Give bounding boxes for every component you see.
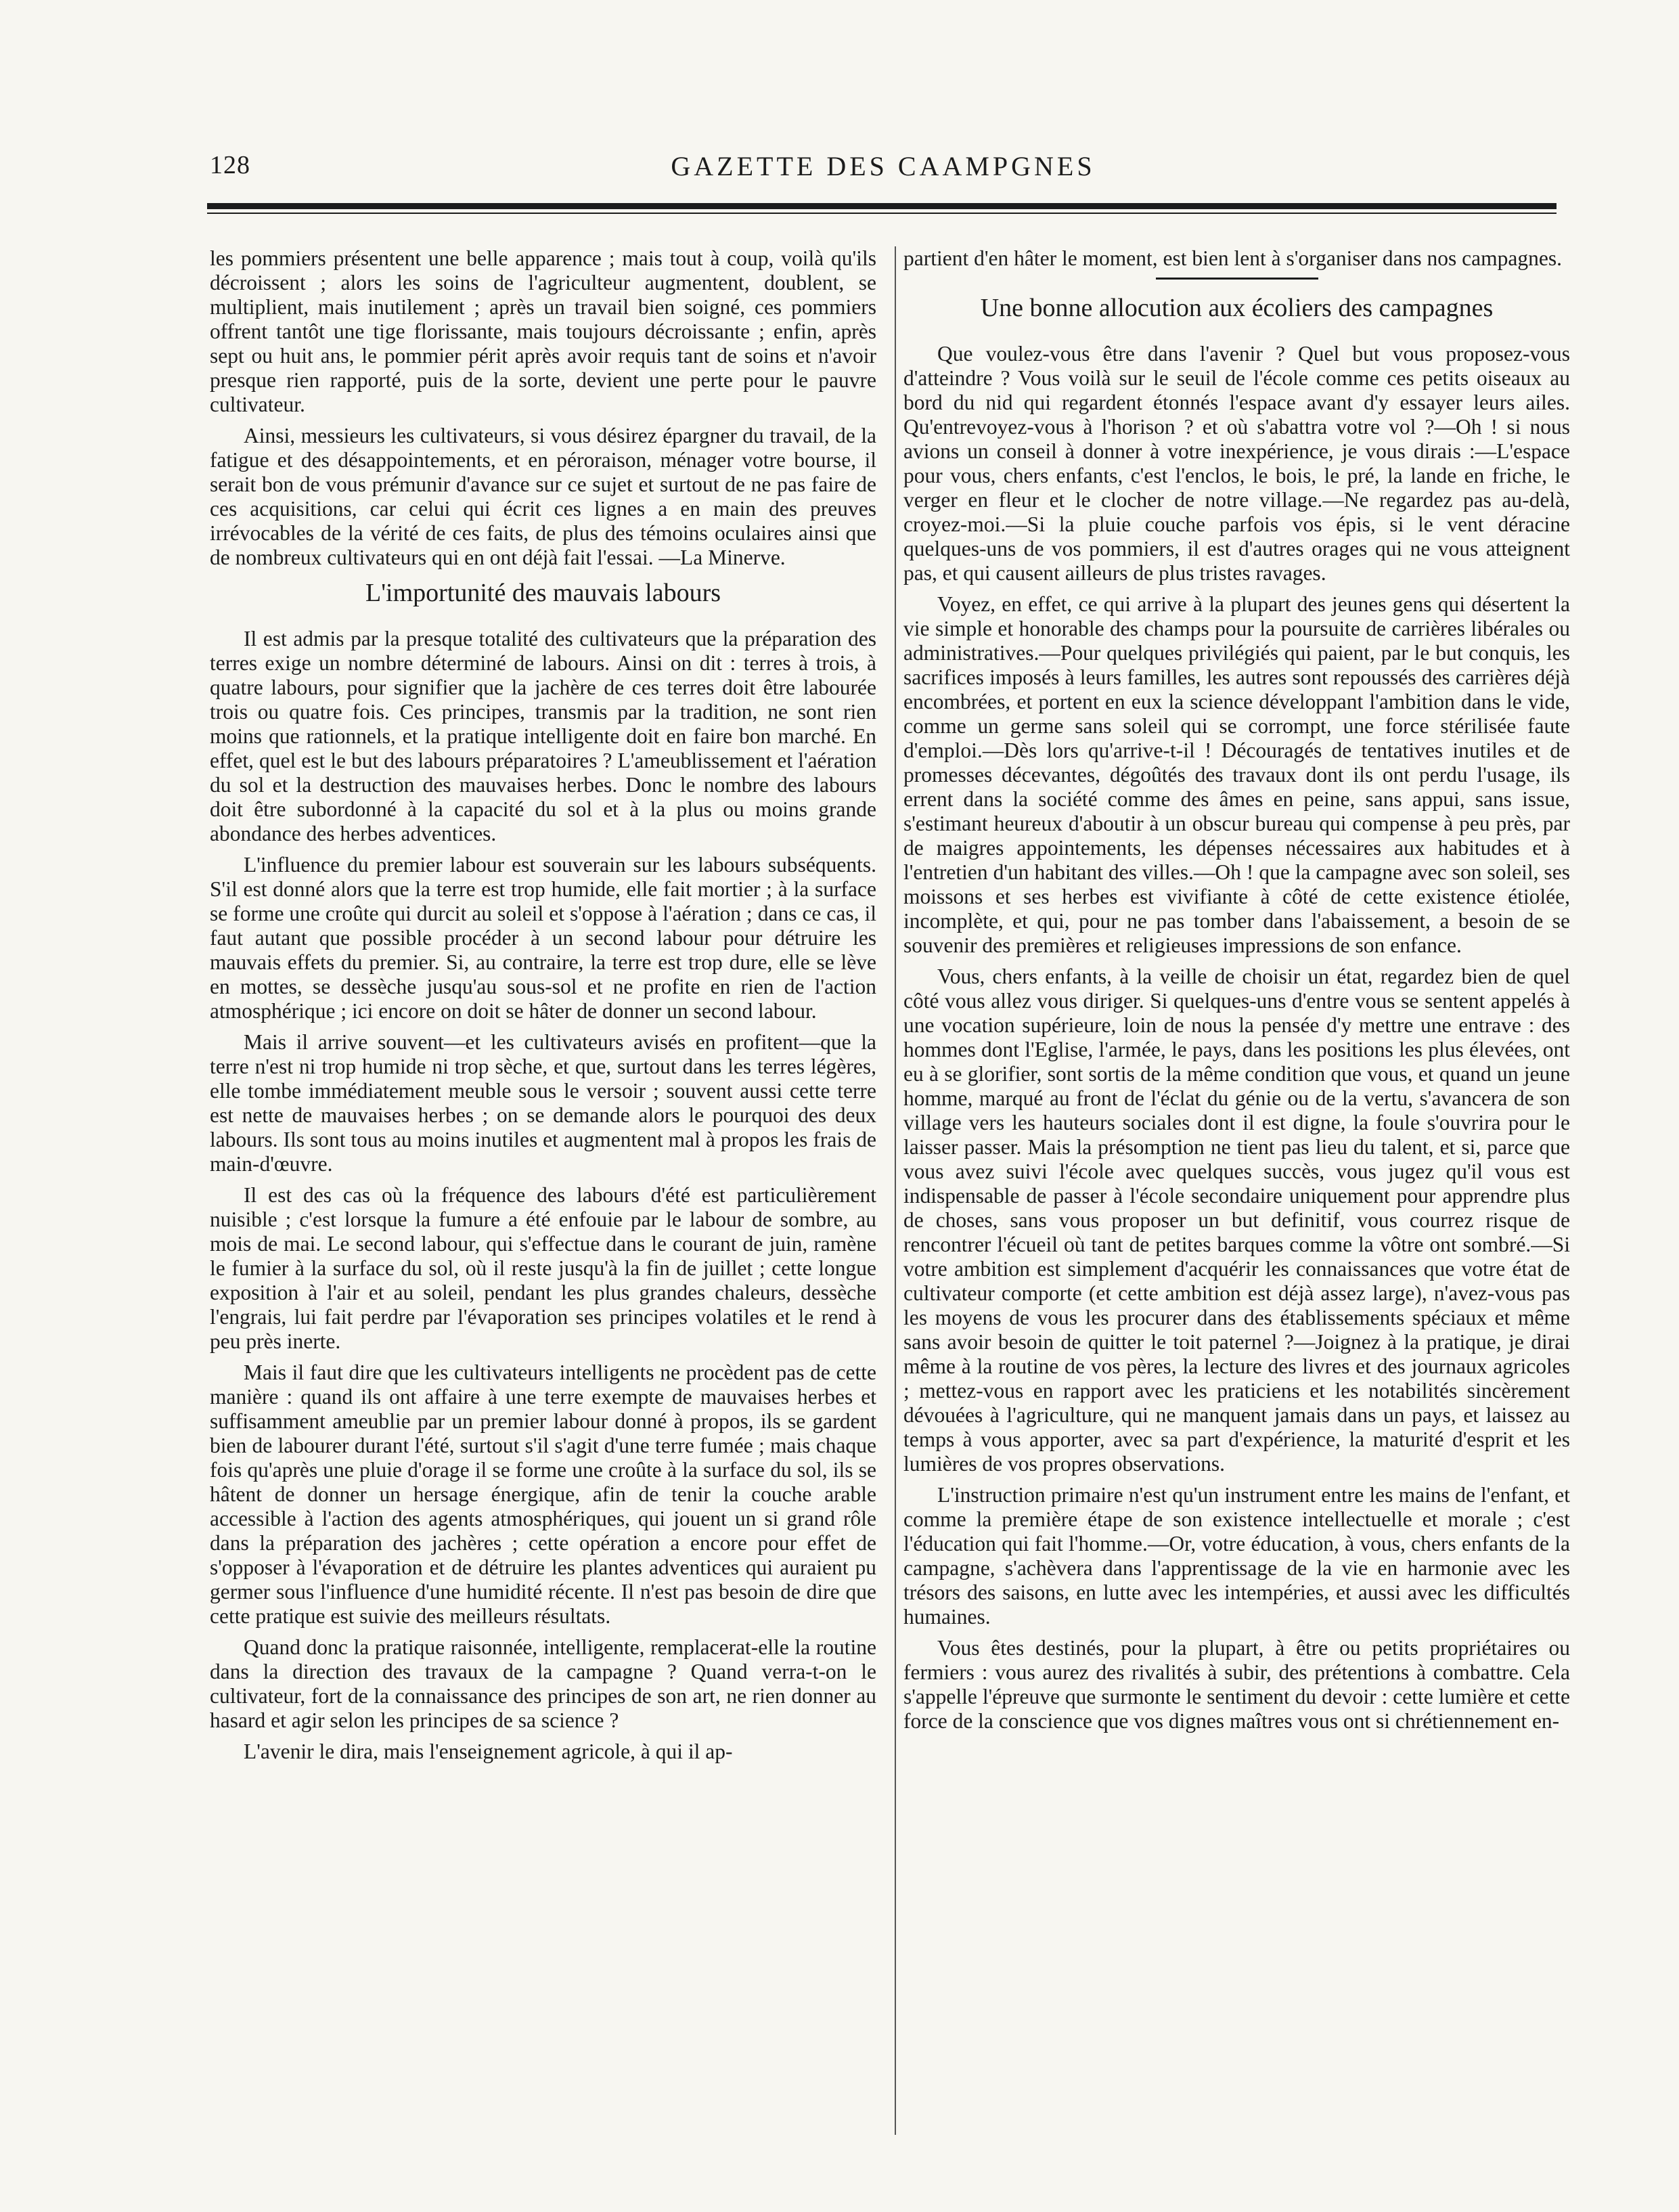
column-divider — [895, 246, 896, 2135]
article-heading: L'importunité des mauvais labours — [365, 579, 721, 607]
section-separator — [1156, 278, 1318, 280]
paragraph: L'avenir le dira, mais l'enseignement agricole, à qui il ap- — [244, 1740, 733, 1763]
paragraph: Vous êtes destinés, pour la plupart, à être ou petits propriétaires ou fermiers : vous aurez des rivalités à subir, des prétentions à combattre. Cela s'appelle l'épreuve que surmonte le sentiment du devoir : cette lumière et cette force de la conscience que vos dignes maîtres vous ont si chrétiennement en- — [903, 1636, 1570, 1733]
left-column — [210, 246, 876, 2135]
paragraph: L'influence du premier labour est souverain sur les labours subséquents. S'il est donné alors que la terre est trop humide, elle fait mortier ; à la surface se forme une croûte qui durcit au soleil et s'oppose à l'aération ; dans ce cas, il faut autant que possible procéder à un second labour pour détruire les mauvais effets du premier. Si, au contraire, la terre est trop dure, elle se lève en mottes, se dessèche jusqu'au sous-sol et ne profite en rien de l'action atmosphérique ; ici encore on doit se hâter de donner un second labour. — [210, 853, 876, 1023]
header-rule-thick — [207, 203, 1557, 209]
paragraph: Mais il faut dire que les cultivateurs intelligents ne procèdent pas de cette manière : quand ils ont affaire à une terre exempte de mauvaises herbes et suffisamment ameublie par un premier labour donné à propos, ils se gardent bien de labourer durant l'été, surtout s'il s'agit d'une terre fumée ; mais chaque fois qu'après une pluie d'orage il se forme une croûte à la surface du sol, ils se hâtent de donner un hersage énergique, afin de tenir la couche arable accessible à l'action des agents atmosphériques, qui jouent un si grand rôle dans la préparation des jachères ; cette opération a encore pour effet de s'opposer à l'évaporation et de détruire les plantes adventices qui auraient pu germer sous l'influence d'une humidité récente. Il n'est pas besoin de dire que cette pratique est suivie des meilleurs résultats. — [210, 1361, 876, 1628]
paragraph: Quand donc la pratique raisonnée, intelligente, remplacerat-elle la routine dans la direction des travaux de la campagne ? Quand verra-t-on le cultivateur, fort de la connaissance des principes de son art, ne rien donner au hasard et agir selon les principes de sa science ? — [210, 1635, 876, 1732]
paragraph: Voyez, en effet, ce qui arrive à la plupart des jeunes gens qui désertent la vie simple et honorable des champs pour la poursuite de carrières libérales ou administratives.—Pour quelques privilégiés qui paient, par le but conquis, les sacrifices imposés à leurs familles, les autres sont repoussés des carrières déjà encombrées, et portent en eux la science développant l'ambition dans le vide, comme un germe sans soleil qui se corrompt, une force stérilisée faute d'emploi.—Dès lors qu'arrive-t-il ! Découragés de tentatives inutiles et de promesses décevantes, dégoûtés des travaux dont ils ont perdu l'usage, ils errent dans la société comme des âmes en peine, sans appui, sans issue, s'estimant heureux d'aboutir à un obscur bureau qui compense à peu près, par de maigres appointements, les dépenses nécessaires aux habitudes et à l'entretien d'un habitant des villes.—Oh ! que la campagne avec son soleil, ses moissons et ses herbes est vivifiante à côté de cette existence étiolée, incomplète, et qui, pour ne pas tomber dans l'abaissement, a besoin de se souvenir des premières et religieuses impressions de son enfance. — [903, 592, 1570, 957]
paragraph: Que voulez-vous être dans l'avenir ? Quel but vous proposez-vous d'atteindre ? Vous voilà sur le seuil de l'école comme ces petits oiseaux au bord du nid qui regardent étonnés l'espace avant d'y essayer leurs ailes. Qu'entrevoyez-vous à l'horison ? et où s'abattra votre vol ?—Oh ! si nous avions un conseil à donner à votre inexpérience, je vous dirais :—L'espace pour vous, chers enfants, c'est l'enclos, le bois, le pré, la lande en friche, le verger en fleur et le clocher de notre village.—Ne regardez pas au-delà, croyez-moi.—Si la pluie couche parfois vos épis, si le vent déracine quelques-uns de vos pommiers, il est d'autres orages qui ne vous atteignent pas, et qui causent ailleurs de plus tristes ravages. — [903, 342, 1570, 585]
page-header — [210, 150, 1557, 191]
paragraph: Vous, chers enfants, à la veille de choisir un état, regardez bien de quel côté vous allez vous diriger. Si quelques-uns d'entre vous se sentent appelés à une vocation supérieure, loin de nous la pensée d'y mettre une entrave : des hommes dont l'Eglise, l'armée, le pays, dans les positions les plus élevées, ont eu à se glorifier, sont sortis de la même condition que vous, et quand un jeune homme, marqué au front de l'éclat du génie ou de la vertu, s'avancera de son village vers les hauteurs sociales dont il est digne, la foule s'ouvrira pour le laisser passer. Mais la présomption ne tient pas lieu du talent, et si, parce que vous avez suivi l'école avec quelques succès, vous jugez qu'il vous est indispensable de passer à l'école secondaire uniquement pour apprendre plus de choses, sans vous proposer un but definitif, vous courrez risque de rencontrer l'écueil où tant de petites barques comme la vôtre ont sombré.—Si votre ambition est simplement d'acquérir les connaissances que votre état de cultivateur comporte (et cette ambition est déjà assez large), n'avez-vous pas les moyens de vous les procurer dans des établissements spéciaux et même sans avoir besoin de quitter le toit paternel ?—Joignez à la pratique, je dirai même à la routine de vos pères, la lecture des livres et des journaux agricoles ; mettez-vous en rapport avec les praticiens et les notabilités sincèrement dévouées à l'agriculture, qui ne manquent jamais dans un pays, et laissez au temps à vous apporter, avec sa part d'expérience, la maturité d'esprit et les lumières de vos propres observations. — [903, 965, 1570, 1476]
paragraph: partient d'en hâter le moment, est bien lent à s'organiser dans nos campagnes. — [903, 246, 1562, 270]
paragraph: L'instruction primaire n'est qu'un instrument entre les mains de l'enfant, et comme la première étape de son existence intellectuelle et morale ; c'est l'éducation qui fait l'homme.—Or, votre éducation, à vous, chers enfants de la campagne, s'achèvera dans l'apprentissage de la vie en harmonie avec les trésors des saisons, en lutte avec les intempéries, et aussi avec les difficultés humaines. — [903, 1483, 1570, 1629]
right-column — [903, 246, 1570, 2135]
paragraph: Mais il arrive souvent—et les cultivateurs avisés en profitent—que la terre n'est ni trop humide ni trop sèche, et que, surtout dans les terres légères, elle tombe immédiatement meuble sous le versoir ; souvent aussi cette terre est nette de mauvaises herbes ; on se demande alors le pourquoi des deux labours. Ils sont tous au moins inutiles et augmentent mal à propos les frais de main-d'œuvre. — [210, 1030, 876, 1176]
paragraph: les pommiers présentent une belle apparence ; mais tout à coup, voilà qu'ils décroissent ; alors les soins de l'agriculteur augmentent, doublent, se multiplient, mais inutilement ; après un travail bien soigné, ces pommiers offrent tantôt une tige florissante, mais toujours décroissante ; enfin, après sept ou huit ans, le pommier périt après avoir requis tant de soins et n'avoir presque rien rapporté, puis de la sorte, devient une perte pour le pauvre cultivateur. — [210, 246, 876, 416]
paragraph: Ainsi, messieurs les cultivateurs, si vous désirez épargner du travail, de la fatigue et des désappointements, et en péroraison, ménager votre bourse, il serait bon de vous prémunir d'avance sur ce sujet et surtout de ne pas faire de ces acquisitions, car celui qui écrit ces lignes a en main des preuves irrévocables de la vérité de ces faits, de plus des témoins oculaires ainsi que de nombreux cultivateurs qui en ont déjà fait l'essai. —La Minerve. — [210, 424, 876, 569]
article-heading: Une bonne allocution aux écoliers des campagnes — [980, 294, 1494, 322]
newspaper-title: GAZETTE DES CAAMPGNES — [671, 151, 1096, 181]
paragraph: Il est admis par la presque totalité des cultivateurs que la préparation des terres exige un nombre déterminé de labours. Ainsi on dit : terres à trois, à quatre labours, pour signifier que la jachère de ces terres doit être labourée trois ou quatre fois. Ces principes, transmis par la tradition, ne sont rien moins que rationnels, et la pratique intelligente doit en faire bon marché. En effet, quel est le but des labours préparatoires ? L'ameublissement et l'aération du sol et la destruction des mauvaises herbes. Donc le nombre des labours doit être subordonné à la capacité du sol et à la plus ou moins grande abondance des herbes adventices. — [210, 627, 876, 845]
paragraph: Il est des cas où la fréquence des labours d'été est particulièrement nuisible ; c'est lorsque la fumure a été enfouie par le labour de sombre, au mois de mai. Le second labour, qui s'effectue dans le courant de juin, ramène le fumier à la surface du sol, où il reste jusqu'à la fin de juillet ; cette longue exposition à l'air et au soleil, pendant les plus grandes chaleurs, dessèche l'engrais, lui fait perdre par l'évaporation ses principes volatiles et le rend à peu près inerte. — [210, 1183, 876, 1353]
page-number: 128 — [210, 151, 250, 179]
header-rule-thin — [207, 213, 1557, 214]
